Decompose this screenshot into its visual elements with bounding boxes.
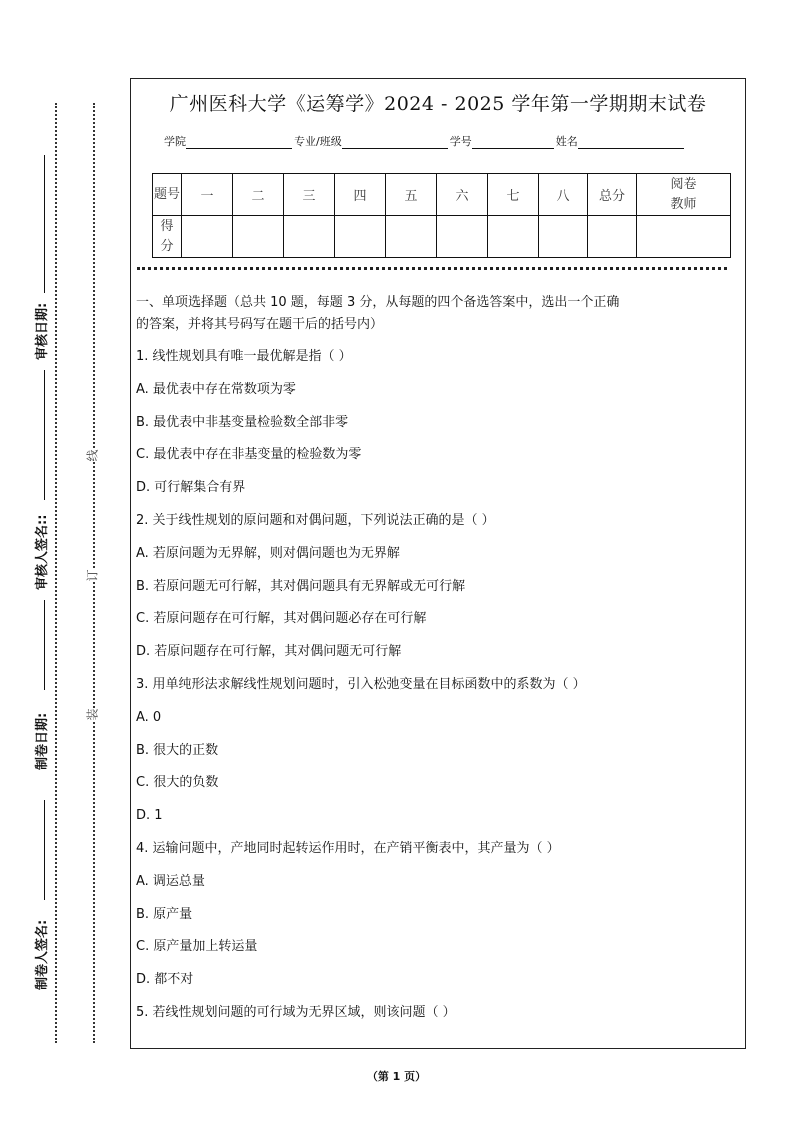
col-header: 四 (335, 174, 386, 216)
score-cell[interactable] (284, 216, 335, 258)
maker-sign-line (44, 800, 45, 900)
binding-mark-zhuang: 装 (85, 708, 100, 721)
name-field[interactable] (578, 136, 684, 149)
col-header: 三 (284, 174, 335, 216)
answer-option: B. 若原问题无可行解，其对偶问题具有无界解或无可行解 (136, 578, 466, 594)
made-date-line (44, 600, 45, 690)
score-cell[interactable] (637, 216, 731, 258)
answer-option: D. 若原问题存在可行解，其对偶问题无可行解 (136, 644, 402, 660)
student-id-field[interactable] (472, 136, 554, 149)
score-cell[interactable] (182, 216, 233, 258)
section-heading-2: 的答案，并将其号码写在题干后的括号内） (136, 317, 384, 332)
binding-mark-ding: 订 (85, 569, 100, 582)
col-header: 一 (182, 174, 233, 216)
answer-option: A. 最优表中存在常数项为零 (136, 381, 296, 397)
college-field[interactable] (186, 136, 292, 149)
col-header: 二 (233, 174, 284, 216)
answer-option: A. 若原问题为无界解，则对偶问题也为无界解 (136, 545, 400, 561)
score-cell[interactable] (539, 216, 588, 258)
page-number: （第 1 页） (366, 1070, 427, 1083)
col-header: 六 (437, 174, 488, 216)
score-cell[interactable] (233, 216, 284, 258)
page-title: 广州医科大学《运筹学》2024 - 2025 学年第一学期期末试卷 (169, 93, 707, 115)
field-label-name: 姓名 (555, 135, 578, 148)
col-header: 五 (386, 174, 437, 216)
answer-option: C. 若原问题存在可行解，其对偶问题必存在可行解 (136, 611, 427, 627)
answer-option: A. 0 (136, 709, 162, 725)
dotted-line-outer (55, 103, 57, 1043)
question-stem: 1. 线性规划具有唯一最优解是指（ ） (136, 349, 352, 364)
score-cell[interactable] (488, 216, 539, 258)
col-header: 总分 (588, 174, 637, 216)
question-stem: 2. 关于线性规划的原问题和对偶问题，下列说法正确的是（ ） (136, 513, 495, 528)
col-header: 八 (539, 174, 588, 216)
answer-option: C. 很大的负数 (136, 775, 219, 791)
score-cell[interactable] (386, 216, 437, 258)
answer-option: B. 原产量 (136, 906, 193, 922)
reviewer-sign-label: 审核人签名:: (35, 514, 50, 590)
field-label-college: 学院 (164, 135, 186, 148)
review-date-line (44, 155, 45, 293)
row-label-question: 题号 (153, 174, 182, 216)
score-cell[interactable] (437, 216, 488, 258)
question-stem: 4. 运输问题中，产地同时起转运作用时，在产销平衡表中，其产量为（ ） (136, 841, 560, 856)
answer-option: D. 1 (136, 808, 163, 824)
question-stem: 5. 若线性规划问题的可行域为无界区域，则该问题（ ） (136, 1005, 456, 1020)
field-label-major: 专业/班级 (294, 135, 342, 148)
student-info (164, 133, 686, 149)
col-header: 阅卷教师 (637, 174, 731, 216)
score-cell[interactable] (335, 216, 386, 258)
answer-option: D. 都不对 (136, 972, 194, 988)
score-cell[interactable] (588, 216, 637, 258)
maker-sign-label: 制卷人签名: (35, 919, 50, 990)
answer-option: D. 可行解集合有界 (136, 480, 246, 496)
dotted-separator (137, 267, 727, 270)
answer-option: C. 最优表中存在非基变量的检验数为零 (136, 447, 362, 463)
reviewer-sign-line (44, 370, 45, 500)
section-heading-1: 一、单项选择题（总共 10 题，每题 3 分，从每题的四个备选答案中，选出一个正确 (136, 295, 620, 310)
answer-option: A. 调运总量 (136, 873, 205, 889)
row-label-score: 得分 (153, 216, 182, 258)
answer-option: B. 很大的正数 (136, 742, 219, 758)
field-label-id: 学号 (449, 135, 472, 148)
answer-option: B. 最优表中非基变量检验数全部非零 (136, 414, 349, 430)
answer-option: C. 原产量加上转运量 (136, 939, 258, 955)
col-header: 七 (488, 174, 539, 216)
review-date-label: 审核日期: (35, 302, 50, 360)
binding-mark-xian: 线 (85, 449, 100, 462)
exam-frame (130, 78, 746, 1049)
major-field[interactable] (342, 136, 448, 149)
made-date-label: 制卷日期: (35, 712, 50, 770)
question-stem: 3. 用单纯形法求解线性规划问题时，引入松弛变量在目标函数中的系数为（ ） (136, 677, 586, 692)
score-table (152, 173, 731, 258)
